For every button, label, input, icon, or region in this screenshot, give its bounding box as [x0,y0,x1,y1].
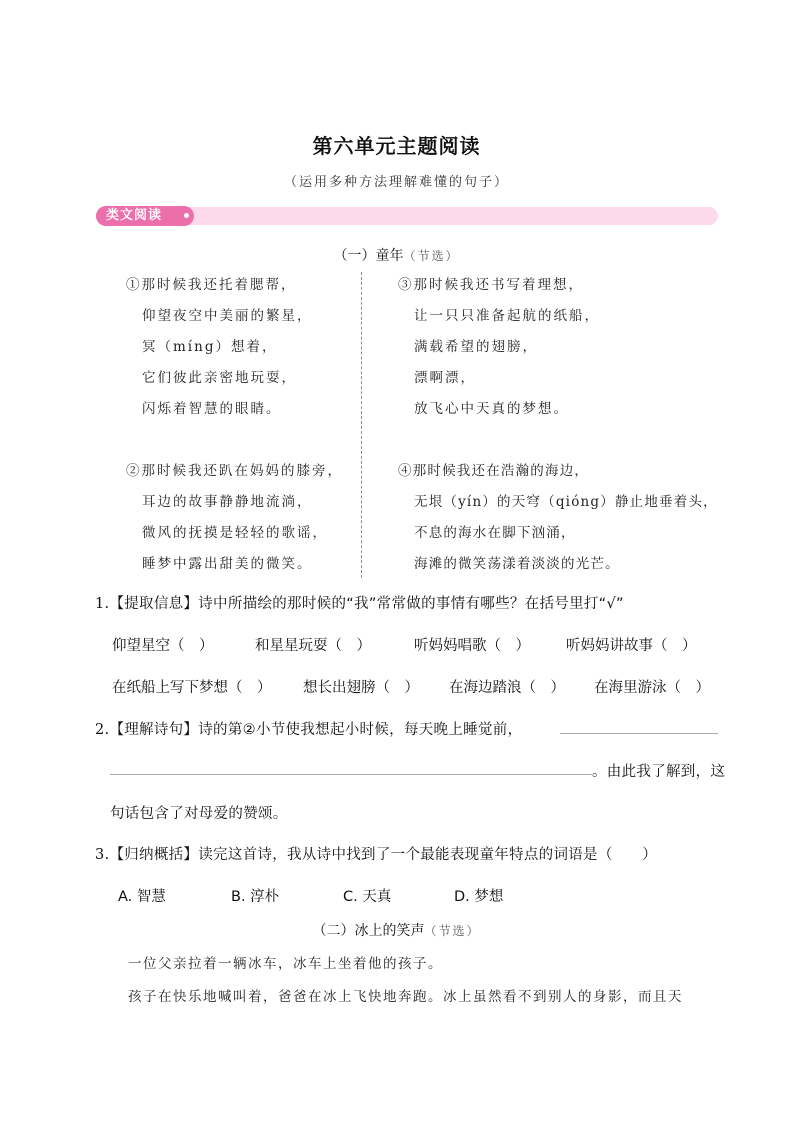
q3-choice-b[interactable]: B. 淳朴 [231,889,280,905]
poem-line: 冥（míng）想着， [142,339,278,355]
page-subtitle: （运用多种方法理解难懂的句子） [283,175,509,190]
passage2-heading [0,920,793,940]
poem-line: 微风的抚摸是轻轻的歌谣， [142,525,328,541]
poem-line-text: 那时候我还书写着理想， [413,277,584,293]
question-text: 诗中所描绘的那时候的“我”常常做的事情有哪些？在括号里打“√” [198,596,624,612]
poem-line [398,456,718,487]
q1-option[interactable]: 在海里游泳（ ） [594,680,710,696]
poem-line [398,270,600,301]
poem-line: 闪烁着智慧的眼睛。 [142,401,282,417]
passage1-note: （节选） [403,249,460,263]
stanza-marker: ① [126,277,142,293]
question-tag: 【理解诗句】 [109,722,199,738]
passage1-heading [0,245,793,265]
question-number: 3. [95,847,110,863]
poem-line: 睡梦中露出甜美的微笑。 [142,556,313,572]
bullet-dot-icon [184,213,189,218]
passage2-note: （节选） [424,924,481,938]
stanza-2 [126,456,343,580]
question-tag: 【归纳概括】 [109,847,199,863]
poem-line: 放飞心中天真的梦想。 [414,401,569,417]
passage2-title: （二）冰上的笑声 [312,923,425,939]
q3-choice-c[interactable]: C. 天真 [343,889,392,905]
poem-line: 海滩的微笑荡漾着淡淡的光芒。 [414,556,620,572]
question-2 [95,718,522,739]
poem-line-text: 那时候我还托着腮帮， [141,277,297,293]
question-text: 诗的第②小节使我想起小时候，每天晚上睡觉前， [198,722,523,738]
stanza-4 [398,456,718,580]
section-label-text: 类文阅读 [106,208,163,223]
q1-option[interactable]: 在纸船上写下梦想（ ） [112,680,272,696]
poem-line: 耳边的故事静静地流淌， [142,494,313,510]
question-number: 1. [95,596,110,612]
answer-blank-1[interactable] [560,733,718,734]
page-title: 第六单元主题阅读 [312,134,481,158]
poem-line: 不息的海水在脚下汹涌， [414,525,576,541]
q1-option[interactable]: 在海边踏浪（ ） [449,680,565,696]
answer-blank-2[interactable] [110,774,592,775]
q1-option[interactable]: 听妈妈讲故事（ ） [566,638,697,654]
q1-option[interactable]: 听妈妈唱歌（ ） [414,638,530,654]
poem-line: 让一只只准备起航的纸船， [414,308,600,324]
poem-line: 仰望夜空中美丽的繁星， [142,308,313,324]
stanza-1 [126,270,313,425]
passage2-paragraph: 孩子在快乐地喊叫着，爸爸在冰上飞快地奔跑。冰上虽然看不到别人的身影，而且天 [128,989,683,1005]
poem-line [126,456,343,487]
q1-option[interactable]: 想长出翅膀（ ） [303,680,419,696]
poem-line-text: 那时候我还在浩瀚的海边， [412,463,590,479]
stanza-3 [398,270,600,425]
poem-line [126,270,313,301]
passage1-title: （一）童年 [333,248,404,264]
q2-continuation: 。由此我了解到，这 [592,764,726,780]
q2-last-line: 句话包含了对母爱的赞颂。 [110,806,288,822]
question-number: 2. [95,722,110,738]
question-3 [95,843,657,864]
question-1 [95,592,624,613]
stanza-marker: ④ [398,463,413,479]
poem-line-text: 那时候我还趴在妈妈的膝旁， [141,463,343,479]
poem-line: 满载希望的翅膀， [414,339,538,355]
passage2-paragraph: 一位父亲拉着一辆冰车，冰车上坐着他的孩子。 [128,956,443,972]
q3-choice-a[interactable]: A. 智慧 [118,889,166,905]
question-tag: 【提取信息】 [109,596,199,612]
question-text: 读完这首诗，我从诗中找到了一个最能表现童年特点的词语是（ ） [198,847,658,863]
q1-option[interactable]: 和星星玩耍（ ） [255,638,371,654]
stanza-marker: ② [126,463,142,479]
q3-choice-d[interactable]: D. 梦想 [454,889,504,905]
q1-option[interactable]: 仰望星空（ ） [112,638,214,654]
poem-line: 它们彼此亲密地玩耍， [142,370,297,386]
poem-line: 漂啊漂， [414,370,476,386]
poem-line: 无垠（yín）的天穹（qióng）静止地垂着头， [414,494,718,510]
section-label [96,206,194,226]
stanza-marker: ③ [398,277,414,293]
column-divider [361,272,362,578]
